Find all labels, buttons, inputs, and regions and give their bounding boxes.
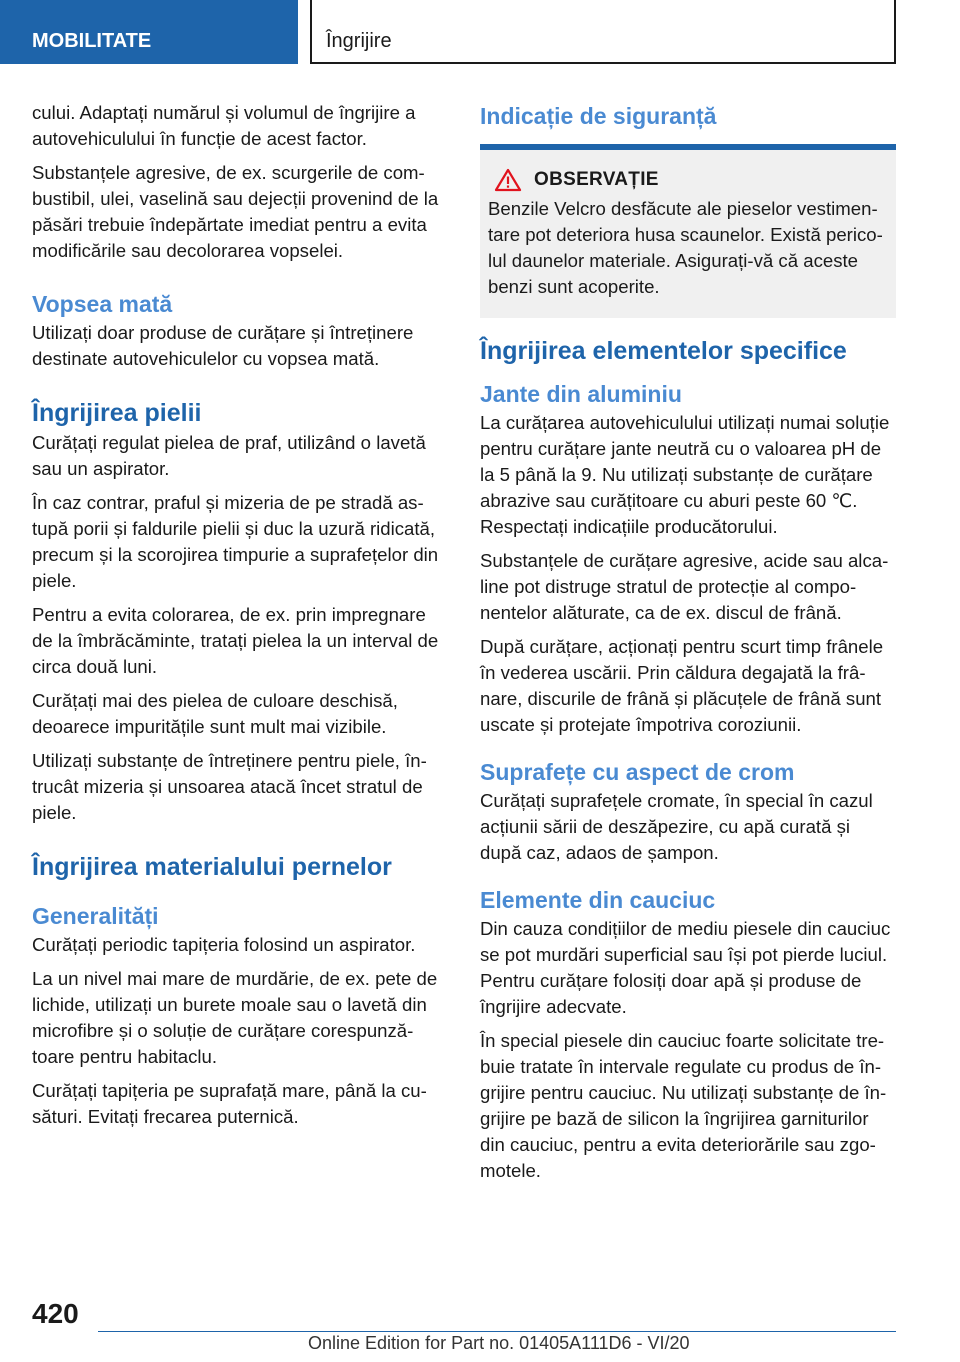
warning-text: Benzile Velcro desfăcute ale pieselor vestimentare pot deteriora husa scaunelor. Există pericolul daunelor materiale. Asigurați-vă că aceste benzi sunt acoperite. xyxy=(488,198,883,297)
paragraph: Pentru a evita colorarea, de ex. prin impregnare de la îmbrăcăminte, tratați pielea la un interval de circa două luni. xyxy=(32,604,439,677)
header-section-tab: MOBILITATE xyxy=(0,0,298,64)
heading-upholstery-care: Îngrijirea materialului pernelor xyxy=(32,853,392,881)
paragraph: Substanțele de curățare agresive, acide sau alcaline pot distruge stratul de protecție al componentelor alăturate, ca de ex. discul de frână. xyxy=(480,550,889,623)
right-column xyxy=(480,100,896,1192)
paragraph: Curățați regulat pielea de praf, utilizând o lavetă sau un aspirator. xyxy=(32,432,426,479)
page-number: 420 xyxy=(32,1298,79,1329)
heading-general: Generalități xyxy=(32,903,159,929)
footer-divider xyxy=(98,1331,896,1332)
paragraph: Curățați suprafețele cromate, în special în cazul acțiunii sării de deszăpezire, cu apă curată și după caz, adaos de șampon. xyxy=(480,790,873,863)
warning-title: OBSERVAȚIE xyxy=(534,169,659,190)
paragraph: După curățare, acționați pentru scurt timp frânele în vederea uscării. Prin căldura degajată la frânare, discurile de frână și plăcuțele de frână sunt uscate și protejate împotriva coroziunii. xyxy=(480,636,884,735)
footer-edition: Online Edition for Part no. 01405A111D6 - VI/20 xyxy=(308,1333,690,1353)
paragraph: Curățați mai des pielea de culoare deschisă, deoarece impuritățile sunt mult mai vizibile. xyxy=(32,690,398,737)
paragraph: La un nivel mai mare de murdărie, de ex. pete de lichide, utilizați un burete moale sau o lavetă din microfibre și o soluție de curățare corespunzătoare pentru habitaclu. xyxy=(32,968,438,1067)
warning-triangle-icon xyxy=(494,168,522,192)
paragraph: Curățați tapițeria pe suprafață mare, până la cusături. Evitați frecarea puternică. xyxy=(32,1080,427,1127)
paragraph: Din cauza condițiilor de mediu piesele din cauciuc se pot murdări superficial sau își pot pierde luciul. Pentru curățare folosiți doar apă și produse de îngrijire adecvate. xyxy=(480,918,891,1017)
left-column xyxy=(32,100,448,1138)
heading-aluminium-rims: Jante din aluminiu xyxy=(480,381,682,407)
heading-chrome-surfaces: Suprafețe cu aspect de crom xyxy=(480,759,795,785)
paragraph: Utilizați substanțe de întreținere pentru piele, întrucât mizeria și unsoarea atacă încet stratul de piele. xyxy=(32,750,427,823)
heading-matte-paint: Vopsea mată xyxy=(32,291,173,317)
heading-specific-elements: Îngrijirea elementelor specifice xyxy=(480,337,847,365)
paragraph: cului. Adaptați numărul și volumul de îngrijire a autovehiculului în funcție de acest factor. xyxy=(32,102,416,149)
heading-safety-note: Indicație de siguranță xyxy=(480,103,717,129)
heading-leather-care: Îngrijirea pielii xyxy=(32,399,202,427)
paragraph: Curățați periodic tapițeria folosind un aspirator. xyxy=(32,934,416,955)
paragraph: În special piesele din cauciuc foarte solicitate trebuie tratate în intervale regulate cu produs de îngrijire pentru cauciuc. Nu utilizați substanțe de îngrijire pe bază de silicon la îngrijirea garniturilor din cauciuc, pentru a evita deteriorările sau zgomotele. xyxy=(480,1030,887,1181)
paragraph: La curățarea autovehiculului utilizați numai soluție pentru curățare jante neutră cu o valoarea pH de la 5 până la 9. Nu utilizați substanțe de curățare abrazive sau curățitoare cu aburi peste 60 ℃. Respectați indicațiile producătorului. xyxy=(480,412,890,537)
paragraph: Utilizați doar produse de curățare și întreținere destinate autovehiculelor cu vopsea mată. xyxy=(32,322,414,369)
paragraph: În caz contrar, praful și mizeria de pe stradă astupă porii și faldurile pielii și duc la uzură ridicată, precum și la scorojirea timpurie a suprafețelor din piele. xyxy=(32,492,439,591)
warning-box xyxy=(480,150,896,318)
paragraph: Substanțele agresive, de ex. scurgerile de combustibil, ulei, vaselină sau dejecții provenind de la păsări trebuie îndepărtate imediat pentru a evita modificările sau decolorarea vopselei. xyxy=(32,162,439,261)
header-chapter: Îngrijire xyxy=(310,0,896,64)
heading-rubber-elements: Elemente din cauciuc xyxy=(480,887,716,913)
